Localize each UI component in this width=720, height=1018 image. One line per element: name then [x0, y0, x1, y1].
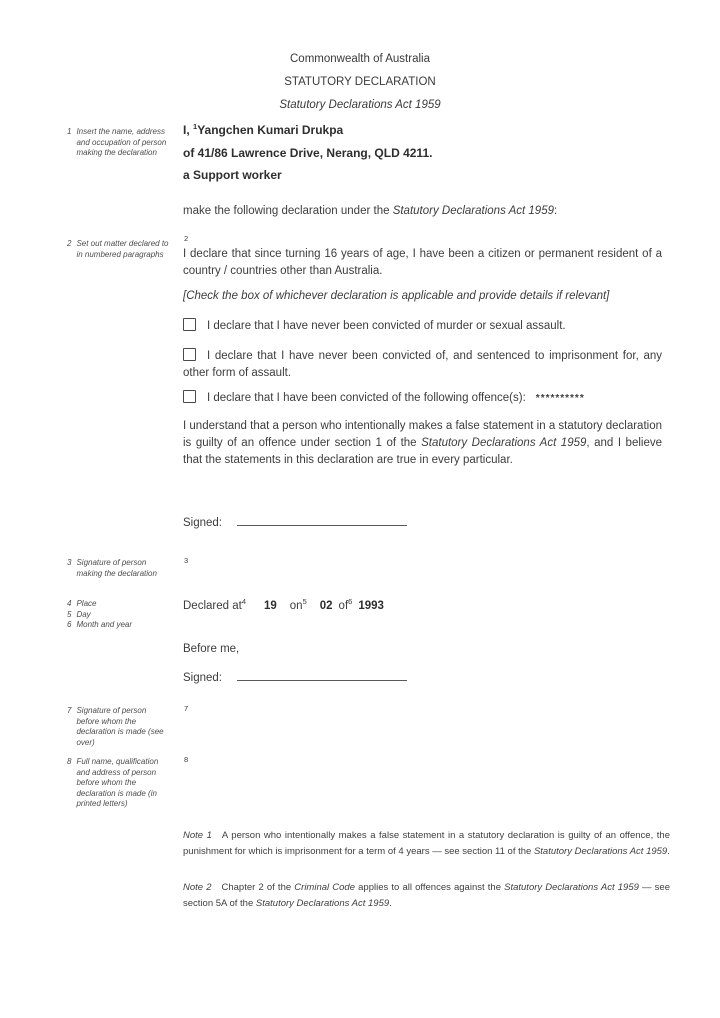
offences-details: **********	[535, 393, 585, 404]
understand-act: Statutory Declarations Act 1959	[421, 437, 587, 449]
declaration-paragraph: I declare that since turning 16 years of age, I have been a citizen or permanent resident of a country / countries other than Australia.	[183, 248, 662, 277]
margin-note-3	[67, 558, 171, 579]
declarant-signed-label: Signed:	[183, 517, 223, 529]
checkbox-assault-label: I declare that I have never been convicted of, and sentenced to imprisonment for, any other form of assault.	[183, 350, 662, 379]
checkbox-offences[interactable]	[183, 390, 196, 403]
margin-note-6	[67, 620, 171, 631]
margin-note-1	[67, 127, 171, 159]
footnote-1-part1: A person who intentionally makes a false statement in a statutory declaration is guilty of an offence, the punishment for which is imprisonment for a term of 4 years — see section 11 of the	[183, 830, 670, 857]
declared-place-value[interactable]: 19	[263, 600, 277, 612]
checkbox-murder[interactable]	[183, 318, 196, 331]
footnote-2-act1: Statutory Declarations Act 1959	[504, 882, 639, 893]
declared-of-label: of	[338, 600, 349, 612]
before-me-line: Before me,	[183, 643, 240, 655]
margin-note-7-number: 7	[67, 706, 72, 715]
margin-note-7	[67, 706, 171, 748]
margin-note-2-text: Set out matter declared to in numbered paragraphs	[76, 239, 169, 259]
margin-note-4-number: 4	[67, 599, 72, 608]
footnote-1-label: Note 1	[183, 830, 212, 841]
margin-note-4-text: Place	[76, 599, 97, 608]
declarant-signed-row	[183, 513, 662, 532]
ref-marker-2: 2	[184, 234, 189, 243]
make-declaration-line	[183, 203, 662, 220]
footnote-2-part2: applies to all offences against the	[355, 882, 505, 893]
declarant-address-line: of 41/86 Lawrence Drive, Nerang, QLD 4211.	[183, 145, 433, 160]
footnote-1-part2: .	[667, 846, 670, 857]
declarant-name-line	[183, 119, 662, 142]
margin-note-2-number: 2	[67, 239, 72, 248]
declared-at-label: Declared at	[183, 600, 242, 612]
understand-part2: , and I believe that the statements in this declaration are true in every particular.	[183, 437, 662, 466]
ref-marker-6: 6	[348, 597, 353, 606]
ref-marker-3: 3	[184, 556, 189, 565]
witness-signed-label: Signed:	[183, 672, 223, 684]
declarant-signature-line[interactable]	[237, 513, 407, 526]
checkbox-row-offences	[183, 390, 662, 407]
footnote-2-part1: Chapter 2 of the	[221, 882, 295, 893]
margin-note-5-text: Day	[76, 609, 91, 619]
margin-note-1-number: 1	[67, 127, 72, 136]
understand-paragraph	[183, 418, 662, 469]
margin-note-8-number: 8	[67, 757, 72, 766]
make-declaration-prefix: make the following declaration under the	[183, 205, 393, 217]
footnote-1-act: Statutory Declarations Act 1959	[533, 846, 668, 857]
checkbox-murder-label: I declare that I have never been convicted of murder or sexual assault.	[207, 320, 566, 332]
declared-year-value[interactable]: 1993	[358, 600, 384, 612]
footnote-2-code: Criminal Code	[294, 882, 355, 893]
checkbox-assault[interactable]	[183, 348, 196, 361]
margin-note-5	[67, 610, 171, 621]
margin-note-3-number: 3	[67, 558, 72, 567]
margin-note-6-number: 6	[67, 620, 72, 629]
margin-note-7-text: Signature of person before whom the declaration is made (see over)	[76, 706, 164, 747]
make-declaration-act: Statutory Declarations Act 1959	[392, 205, 554, 217]
declarant-intro: I,	[183, 123, 194, 137]
margin-note-5-number: 5	[67, 609, 72, 619]
declarant-block	[183, 119, 662, 187]
declarant-occupation-line: a Support worker	[183, 168, 282, 182]
declared-at-row	[183, 598, 662, 615]
margin-note-4	[67, 599, 171, 610]
declared-on-label: on	[289, 600, 303, 612]
footnote-2-part3: — see section 5A of the	[183, 882, 670, 909]
document-header	[0, 48, 720, 117]
ref-marker-8: 8	[184, 755, 189, 764]
witness-signed-row	[183, 668, 662, 687]
understand-part1: I understand that a person who intentionally makes a false statement in a statutory declaration is guilty of an offence under section 1 of the	[183, 420, 662, 449]
act-subtitle: Statutory Declarations Act 1959	[279, 99, 441, 111]
margin-note-8	[67, 757, 171, 810]
margin-note-8-text: Full name, qualification and address of person before whom the declaration is made (in printed letters)	[76, 757, 159, 808]
make-declaration-colon: :	[554, 205, 558, 217]
margin-note-2	[67, 239, 171, 260]
footnote-2-label: Note 2	[183, 882, 212, 893]
ref-marker-4: 4	[241, 597, 246, 606]
footnote-2-part4: .	[389, 898, 392, 909]
ref-marker-1: 1	[193, 122, 198, 131]
footnote-2-act2: Statutory Declarations Act 1959	[255, 898, 390, 909]
commonwealth-line: Commonwealth of Australia	[290, 53, 430, 65]
margin-note-3-text: Signature of person making the declaration	[76, 558, 157, 578]
checkbox-instruction: [Check the box of whichever declaration is applicable and provide details if relevant]	[183, 290, 610, 302]
checkbox-row-murder	[183, 318, 662, 335]
footnote-2	[183, 880, 670, 912]
margin-note-6-text: Month and year	[76, 620, 133, 629]
declarant-name: Yangchen Kumari Drukpa	[197, 123, 344, 137]
margin-note-1-text: Insert the name, address and occupation of person making the declaration	[76, 127, 167, 157]
witness-signature-line[interactable]	[237, 668, 407, 681]
declared-day-value[interactable]: 02	[319, 600, 333, 612]
ref-marker-5: 5	[302, 597, 307, 606]
footnote-1	[183, 828, 670, 860]
document-title: STATUTORY DECLARATION	[284, 76, 436, 88]
ref-marker-7: 7	[184, 704, 189, 713]
checkbox-offences-label: I declare that I have been convicted of the following offence(s):	[207, 392, 526, 404]
checkbox-row-assault	[183, 348, 662, 382]
